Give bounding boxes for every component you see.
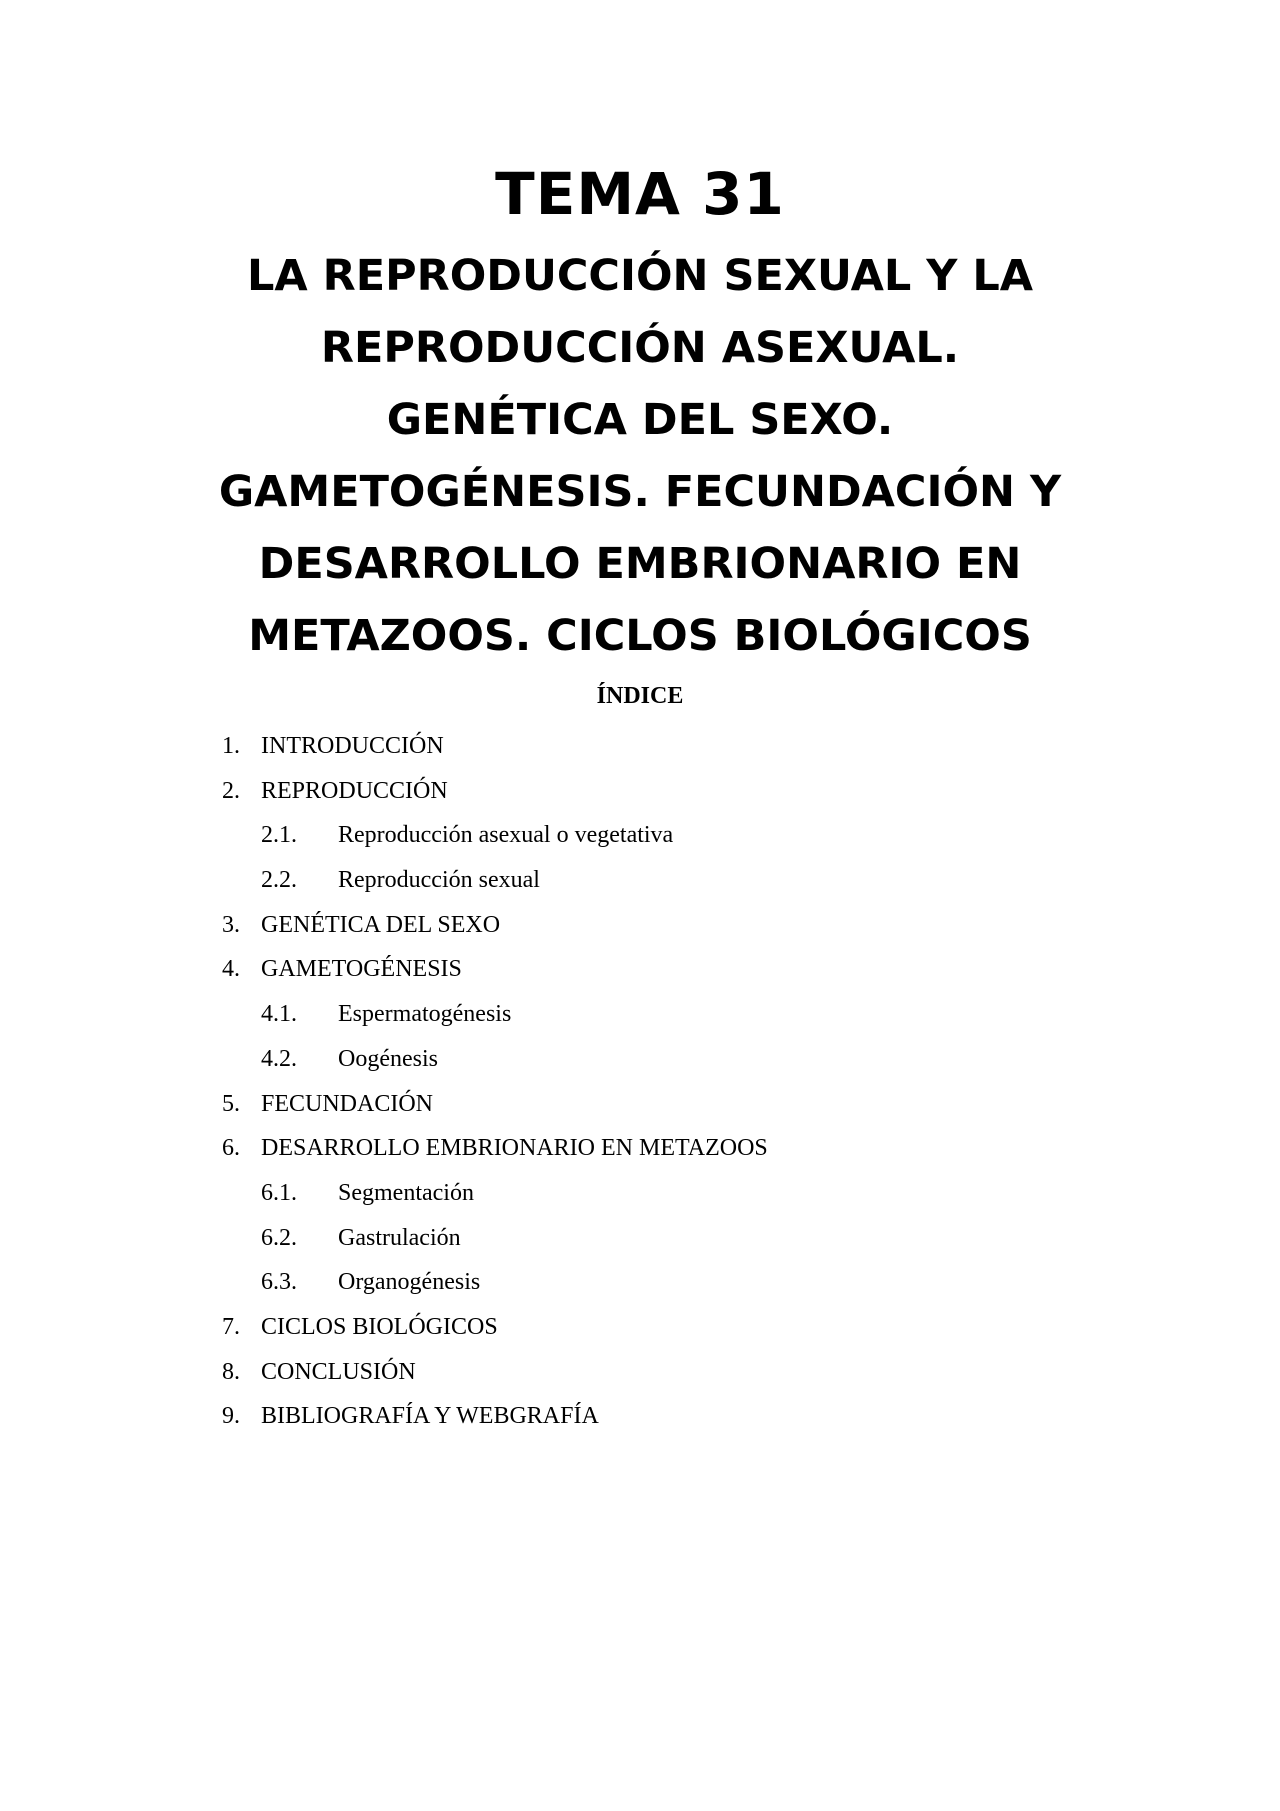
toc-entry <box>0 819 1280 864</box>
toc-entry-text: Oogénesis <box>338 1045 438 1072</box>
toc-entry-text: DESARROLLO EMBRIONARIO EN METAZOOS <box>261 1135 768 1162</box>
toc-entry-text: GAMETOGÉNESIS <box>261 956 462 983</box>
toc-entry-text: CONCLUSIÓN <box>261 1358 416 1385</box>
toc-entry <box>0 864 1280 909</box>
toc-entry-number: 6.3. <box>261 1269 297 1296</box>
toc-entry-text: GENÉTICA DEL SEXO <box>261 911 501 938</box>
toc-entry-text: Segmentación <box>338 1179 474 1206</box>
subtitle-line: GENÉTICA DEL SEXO. <box>386 395 894 445</box>
toc-entry <box>0 1043 1280 1088</box>
toc-entry <box>0 730 1280 775</box>
toc-entry <box>0 1088 1280 1133</box>
toc-entry-number: 6.1. <box>261 1179 297 1206</box>
toc-entry-number: 9. <box>222 1403 240 1430</box>
toc-entry-number: 6.2. <box>261 1224 297 1251</box>
subtitle-line: DESARROLLO EMBRIONARIO EN <box>258 539 1022 589</box>
subtitle-line: LA REPRODUCCIÓN SEXUAL Y LA <box>246 251 1034 301</box>
toc-entry-number: 5. <box>222 1090 240 1117</box>
toc-entry-text: INTRODUCCIÓN <box>261 733 444 759</box>
toc-entry <box>0 1311 1280 1356</box>
toc-entry-text: Espermatogénesis <box>338 1001 512 1028</box>
toc-entry-text: REPRODUCCIÓN <box>261 777 448 804</box>
toc-entry-text: CICLOS BIOLÓGICOS <box>261 1313 498 1340</box>
document-subtitle <box>60 240 1220 672</box>
toc-entry-number: 7. <box>222 1313 240 1340</box>
toc-entry-number: 2.2. <box>261 867 297 894</box>
table-of-contents <box>0 730 1280 1445</box>
toc-entry-number: 4.2. <box>261 1045 297 1072</box>
toc-entry-text: Organogénesis <box>338 1269 481 1296</box>
toc-entry <box>0 1132 1280 1177</box>
toc-entry-text: Reproducción sexual <box>338 867 540 894</box>
toc-entry <box>0 1222 1280 1267</box>
toc-entry-number: 4. <box>222 956 240 983</box>
toc-entry-number: 4.1. <box>261 1001 297 1028</box>
index-heading: ÍNDICE <box>596 683 684 709</box>
toc-entry-text: Reproducción asexual o vegetativa <box>338 822 674 849</box>
toc-entry-number: 6. <box>222 1135 240 1162</box>
toc-entry <box>0 953 1280 998</box>
toc-entry-number: 1. <box>222 733 240 759</box>
subtitle-line: GAMETOGÉNESIS. FECUNDACIÓN Y <box>218 467 1062 517</box>
toc-entry <box>0 909 1280 954</box>
toc-entry-text: BIBLIOGRAFÍA Y WEBGRAFÍA <box>261 1403 599 1430</box>
toc-entry <box>0 1266 1280 1311</box>
toc-entry-text: FECUNDACIÓN <box>261 1090 434 1117</box>
subtitle-line: REPRODUCCIÓN ASEXUAL. <box>320 323 960 373</box>
page-title: TEMA 31 <box>495 160 785 228</box>
toc-entry <box>0 775 1280 820</box>
toc-entry-number: 2.1. <box>261 822 297 849</box>
toc-entry-text: Gastrulación <box>338 1224 461 1251</box>
toc-entry <box>0 1177 1280 1222</box>
toc-entry <box>0 998 1280 1043</box>
toc-entry-number: 3. <box>222 911 240 938</box>
toc-entry-number: 2. <box>222 777 240 804</box>
toc-entry-number: 8. <box>222 1358 240 1385</box>
toc-entry <box>0 1356 1280 1401</box>
subtitle-line: METAZOOS. CICLOS BIOLÓGICOS <box>248 611 1032 661</box>
toc-entry <box>0 1400 1280 1445</box>
